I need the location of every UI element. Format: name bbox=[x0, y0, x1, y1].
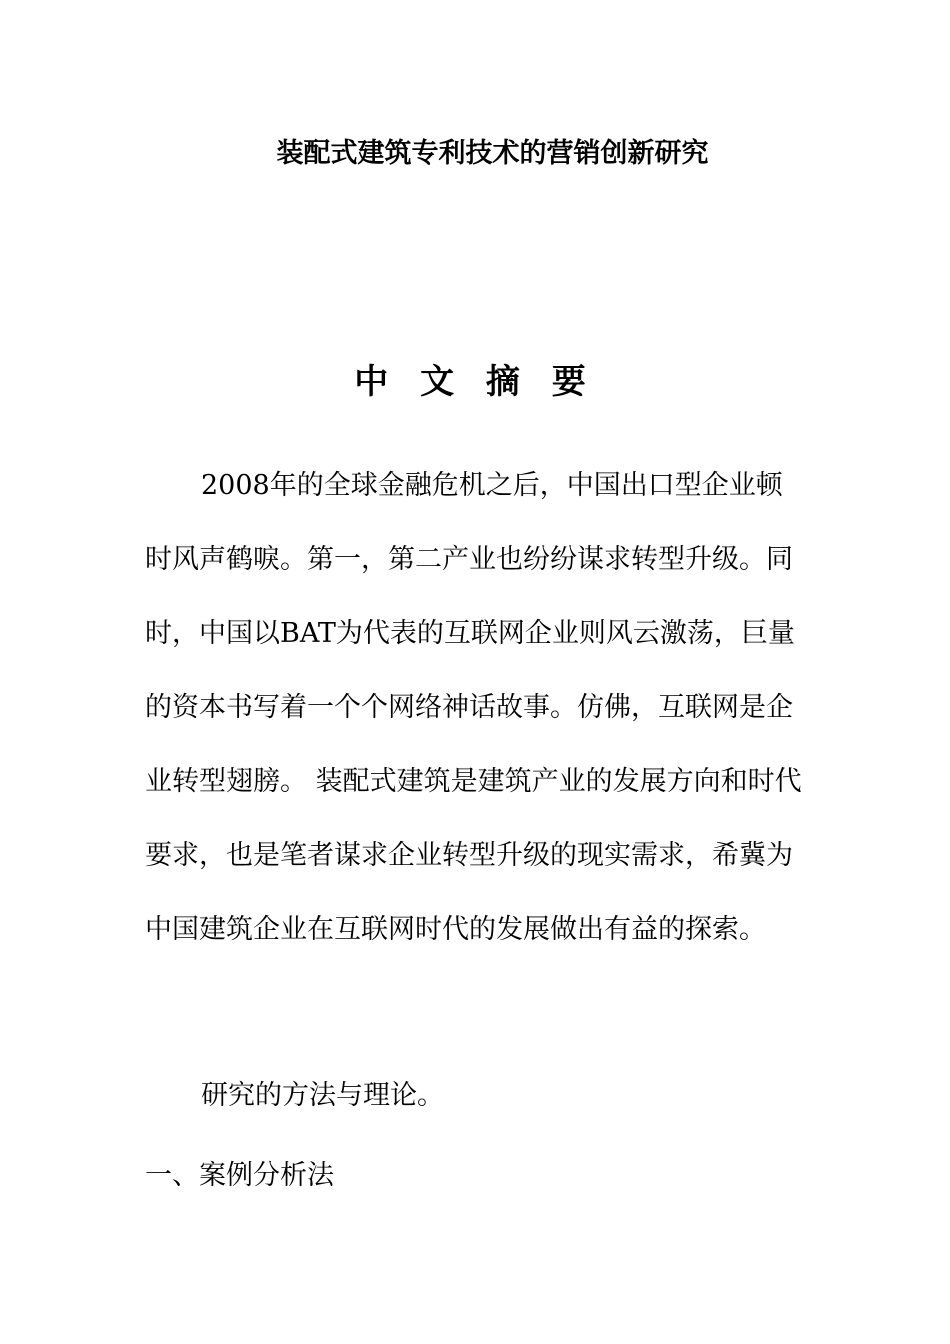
document-title: 装配式建筑专利技术的营销创新研究 bbox=[276, 138, 709, 169]
case-analysis-heading: 一、案例分析法 bbox=[145, 1160, 334, 1191]
abstract-paragraph: 2008年的全球金融危机之后，中国出口型企业顿时风声鹤唳。第一，第二产业也纷纷谋求转型升级。同时，中国以BAT为代表的互联网企业则风云激荡，巨量的资本书写着一个个网络神话故事。仿佛，互联网是企业转型翅膀。 装配式建筑是建筑产业的发展方向和时代要求，也是笔者谋求企业转型升级的现实需求，希冀为中国建筑企业在互联网时代的发展做出有益的探索。 bbox=[145, 470, 802, 945]
abstract-heading: 中 文 摘 要 bbox=[354, 362, 596, 402]
methods-intro-paragraph: 研究的方法与理论。 bbox=[201, 1080, 444, 1111]
